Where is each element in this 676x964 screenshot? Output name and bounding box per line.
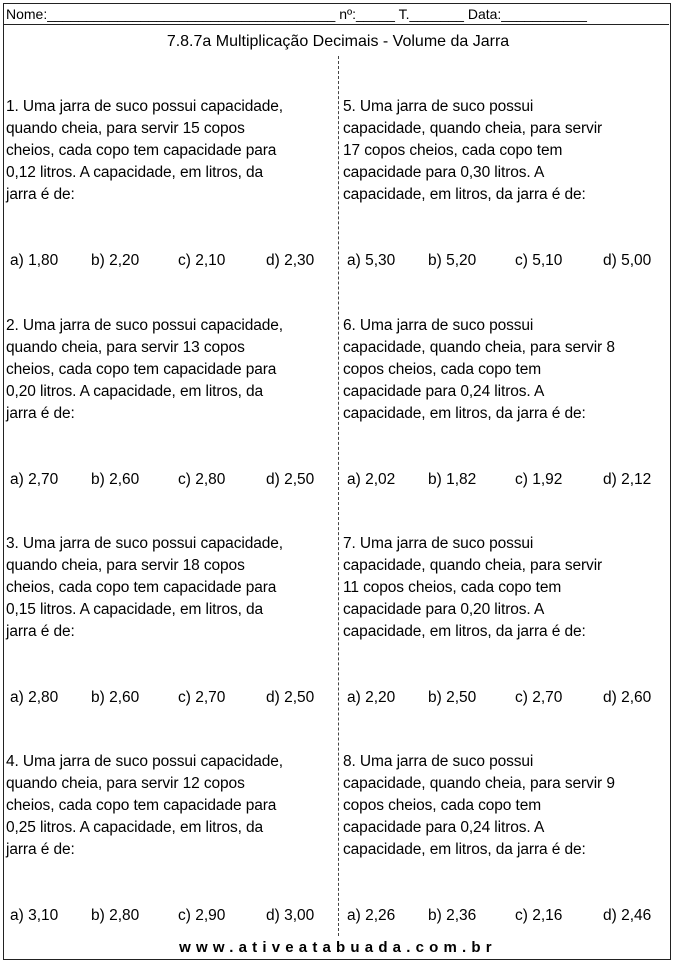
question-1 xyxy=(6,96,336,269)
option-a: a) 2,80 xyxy=(10,689,59,706)
question-text: 6. Uma jarra de suco possui capacidade, quando cheia, para servir 8 copos cheios, cada copo tem capacidade para 0,24 litros. A capacidade, em litros, da jarra é de: xyxy=(343,317,615,422)
answer-options xyxy=(343,905,673,927)
option-d: d) 5,00 xyxy=(603,252,652,269)
option-b: b) 2,36 xyxy=(428,907,477,924)
option-c: c) 5,10 xyxy=(515,252,563,269)
question-5 xyxy=(343,96,673,269)
question-7 xyxy=(343,533,673,706)
question-text: 7. Uma jarra de suco possui capacidade, quando cheia, para servir 11 copos cheios, cada copo tem capacidade para 0,20 litros. A capacidade, em litros, da jarra é de: xyxy=(343,535,603,640)
column-divider xyxy=(338,56,339,936)
website-footer: www.ativeatabuada.com.br xyxy=(179,939,497,956)
option-a: a) 2,70 xyxy=(10,471,59,488)
question-text: 1. Uma jarra de suco possui capacidade, quando cheia, para servir 15 copos cheios, cada copo tem capacidade para 0,12 litros. A capacidade, em litros, da jarra é de: xyxy=(6,98,283,203)
question-text: 2. Uma jarra de suco possui capacidade, quando cheia, para servir 13 copos cheios, cada copo tem capacidade para 0,20 litros. A capacidade, em litros, da jarra é de: xyxy=(6,317,283,422)
option-c: c) 2,70 xyxy=(515,689,563,706)
option-a: a) 1,80 xyxy=(10,252,59,269)
option-b: b) 2,80 xyxy=(91,907,140,924)
option-a: a) 2,26 xyxy=(347,907,396,924)
question-text: 8. Uma jarra de suco possui capacidade, quando cheia, para servir 9 copos cheios, cada copo tem capacidade para 0,24 litros. A capacidade, em litros, da jarra é de: xyxy=(343,753,615,858)
option-b: b) 2,60 xyxy=(91,471,140,488)
option-d: d) 2,46 xyxy=(603,907,652,924)
option-a: a) 5,30 xyxy=(347,252,396,269)
student-info-header: Nome:_____________________________________ nº:_____ T._______ Data:___________ xyxy=(3,3,669,25)
option-b: b) 1,82 xyxy=(428,471,477,488)
answer-options xyxy=(343,469,673,491)
answer-options xyxy=(6,905,336,927)
option-d: d) 3,00 xyxy=(266,907,315,924)
option-d: d) 2,12 xyxy=(603,471,652,488)
question-2 xyxy=(6,315,336,488)
option-d: d) 2,50 xyxy=(266,689,315,706)
question-text: 4. Uma jarra de suco possui capacidade, quando cheia, para servir 12 copos cheios, cada copo tem capacidade para 0,25 litros. A capacidade, em litros, da jarra é de: xyxy=(6,753,283,858)
option-b: b) 2,20 xyxy=(91,252,140,269)
page-title: 7.8.7a Multiplicação Decimais - Volume da Jarra xyxy=(166,33,510,50)
option-c: c) 2,90 xyxy=(178,907,226,924)
question-text: 5. Uma jarra de suco possui capacidade, quando cheia, para servir 17 copos cheios, cada copo tem capacidade para 0,30 litros. A capacidade, em litros, da jarra é de: xyxy=(343,98,603,203)
option-d: d) 2,30 xyxy=(266,252,315,269)
option-b: b) 2,60 xyxy=(91,689,140,706)
option-c: c) 1,92 xyxy=(515,471,563,488)
question-6 xyxy=(343,315,673,488)
answer-options xyxy=(6,469,336,491)
answer-options xyxy=(6,250,336,272)
option-a: a) 2,20 xyxy=(347,689,396,706)
answer-options xyxy=(343,687,673,709)
question-text: 3. Uma jarra de suco possui capacidade, quando cheia, para servir 18 copos cheios, cada copo tem capacidade para 0,15 litros. A capacidade, em litros, da jarra é de: xyxy=(6,535,283,640)
option-c: c) 2,70 xyxy=(178,689,226,706)
option-b: b) 5,20 xyxy=(428,252,477,269)
option-a: a) 3,10 xyxy=(10,907,59,924)
question-8 xyxy=(343,751,673,924)
option-c: c) 2,80 xyxy=(178,471,226,488)
option-b: b) 2,50 xyxy=(428,689,477,706)
option-a: a) 2,02 xyxy=(347,471,396,488)
question-3 xyxy=(6,533,336,706)
option-c: c) 2,16 xyxy=(515,907,563,924)
option-d: d) 2,60 xyxy=(603,689,652,706)
question-4 xyxy=(6,751,336,924)
answer-options xyxy=(343,250,673,272)
option-d: d) 2,50 xyxy=(266,471,315,488)
option-c: c) 2,10 xyxy=(178,252,226,269)
answer-options xyxy=(6,687,336,709)
